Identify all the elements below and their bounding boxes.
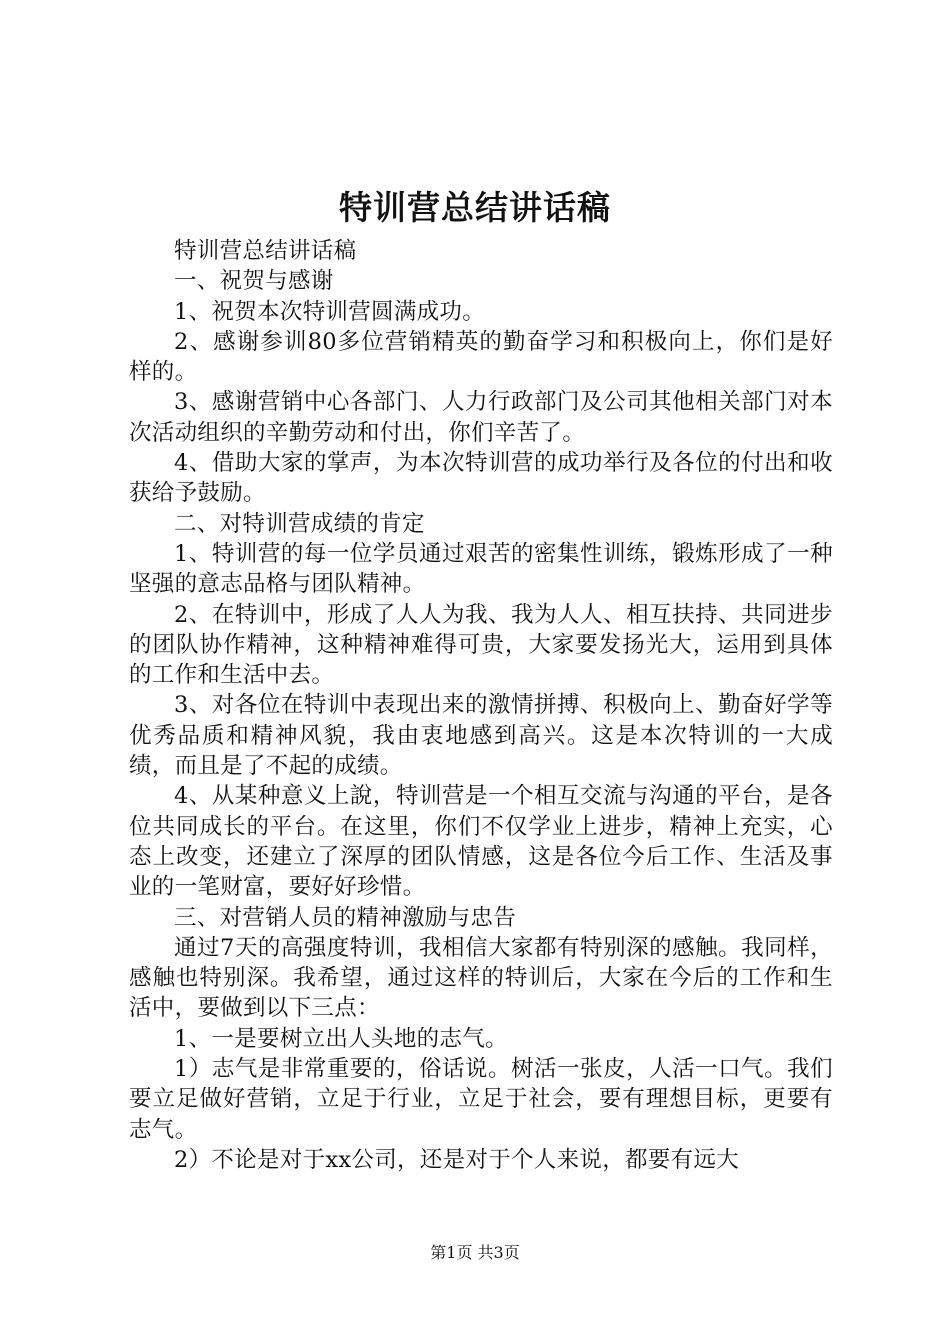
document-body	[129, 236, 833, 1175]
paragraph: 2、感谢参训80多位营销精英的勤奋学习和积极向上，你们是好样的。	[129, 328, 833, 386]
paragraph: 3、感谢营销中心各部门、人力行政部门及公司其他相关部门对本次活动组织的辛勤劳动和付出，你们辛苦了。	[129, 389, 833, 446]
paragraph: 1、特训营的每一位学员通过艰苦的密集性训练，锻炼形成了一种坚强的意志品格与团队精神。	[129, 540, 833, 598]
paragraph: 1、一是要树立出人头地的志气。	[174, 1025, 508, 1052]
paragraph: 2、在特训中，形成了人人为我、我为人人、相互扶持、共同进步的团队协作精神，这种精神难得可贵，大家要发扬光大，运用到具体的工作和生活中去。	[129, 601, 833, 689]
paragraph: 4、借助大家的掌声，为本次特训营的成功举行及各位的付出和收获给予鼓励。	[129, 450, 833, 507]
section-heading-1: 一、祝贺与感谢	[174, 268, 334, 295]
section-heading-3: 三、对营销人员的精神激励与忠告	[174, 904, 517, 931]
paragraph: 4、从某种意义上說，特训营是一个相互交流与沟通的平台，是各位共同成长的平台。在这里，你们不仅学业上进步，精神上充实，心态上改变，还建立了深厚的团队情感，这是各位今后工作、生活及事业的一笔财富，要好好珍惜。	[129, 783, 833, 901]
page-number-footer: 第1页 共3页	[430, 1243, 520, 1262]
document-title: 特训营总结讲话稿	[339, 188, 611, 227]
paragraph: 3、对各位在特训中表现出来的激情拼搏、积极向上、勤奋好学等优秀品质和精神风貌，我由衷地感到高兴。这是本次特训的一大成绩，而且是了不起的成绩。	[129, 692, 833, 780]
paragraph-heading-repeat: 特训营总结讲话稿	[174, 238, 357, 264]
section-heading-2: 二、对特训营成绩的肯定	[174, 510, 425, 537]
paragraph: 1、祝贺本次特训营圆满成功。	[174, 298, 486, 325]
paragraph: 1）志气是非常重要的，俗话说。树活一张皮，人活一口气。我们要立足做好营销，立足于行业，立足于社会，要有理想目标，更要有志气。	[129, 1056, 833, 1143]
paragraph: 通过7天的高强度特训，我相信大家都有特别深的感触。我同样，感触也特别深。我希望，通过这样的特训后，大家在今后的工作和生活中，要做到以下三点：	[129, 934, 833, 1022]
paragraph: 2）不论是对于xx公司，还是对于个人来说，都要有远大	[174, 1146, 739, 1173]
